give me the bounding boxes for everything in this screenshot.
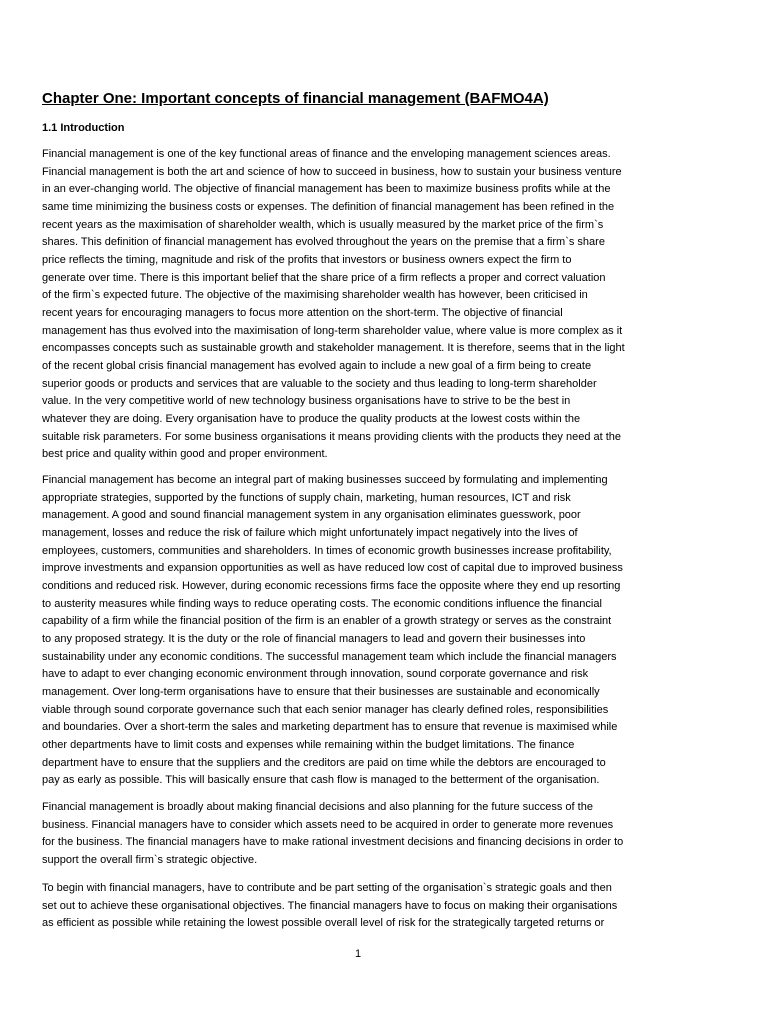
paragraph-line: of the firm`s expected future. The objective of the maximising shareholder wealth has however, been criticised in [42, 289, 588, 302]
paragraph-line: pay as early as possible. This will basically ensure that cash flow is managed to the betterment of the organisation. [42, 774, 600, 787]
paragraph [42, 799, 742, 870]
paragraph-line: management, losses and reduce the risk of failure which might unfortunately impact negatively into the lives of [42, 526, 578, 539]
paragraph-line: sustainability under any economic conditions. The successful management team which include the financial managers [42, 650, 617, 663]
paragraph-line: management. Over long-term organisations have to ensure that their businesses are sustainable and economically [42, 685, 600, 698]
paragraph-line: Financial management is both the art and science of how to succeed in business, how to sustain your business venture [42, 165, 622, 178]
paragraph-line: improve investments and expansion opportunities as well as have reduced low cost of capital due to improved business [42, 562, 623, 575]
paragraph-line: shares. This definition of financial management has evolved throughout the years on the premise that a firm`s share [42, 236, 605, 249]
paragraph-line: Financial management has become an integral part of making businesses succeed by formulating and implementing [42, 474, 608, 486]
paragraph-line: department have to ensure that the suppliers and the creditors are paid on time while the debtors are encouraged to [42, 756, 606, 769]
paragraph-line: employees, customers, communities and shareholders. In times of economic growth businesses increase profitability, [42, 544, 612, 557]
paragraph-line: and boundaries. Over a short-term the sales and marketing department has to ensure that revenue is maximised while [42, 721, 618, 734]
chapter-title: Chapter One: Important concepts of financial management (BAFMO4A) [42, 90, 549, 107]
paragraph-line: encompasses concepts such as sustainable growth and stakeholder management. It is therefore, seems that in the light [42, 342, 625, 355]
paragraph-line: of the recent global crisis financial management has evolved again to include a new goal of a firm being to create [42, 359, 592, 372]
paragraph [42, 146, 742, 464]
paragraph-line: superior goods or products and services that are valuable to the society and thus leading to long-term shareholder [42, 377, 597, 390]
paragraph-line: management. A good and sound financial management system in any organisation eliminates guesswork, poor [42, 509, 581, 522]
paragraph-line: Financial management is broadly about making financial decisions and also planning for the future success of the [42, 801, 593, 813]
paragraph-line: generate over time. There is this important belief that the share price of a firm reflects a proper and correct valuation [42, 271, 606, 284]
paragraph-line: in an ever-changing world. The objective of financial management has been to maximize business profits while at the [42, 183, 611, 196]
paragraph-line: same time minimizing the business costs or expenses. The definition of financial management has been refined in the [42, 200, 615, 213]
paragraph-line: have to adapt to ever changing economic environment through innovation, sound corporate governance and risk [42, 668, 589, 681]
paragraph-line: whatever they are doing. Every organisation have to produce the quality products at the lowest costs within the [42, 412, 581, 425]
paragraph-line: for the business. The financial managers have to make rational investment decisions and financing decisions in order to [42, 836, 624, 849]
paragraph-line: Financial management is one of the key functional areas of finance and the enveloping management sciences areas. [42, 148, 611, 160]
paragraph-line: viable through sound corporate governance such that each senior manager has clearly defined roles, responsibilities [42, 703, 609, 716]
paragraph [42, 880, 742, 933]
paragraph-line: to austerity measures while finding ways to reduce operating costs. The economic conditions influence the financial [42, 597, 602, 610]
paragraph-line: business. Financial managers have to consider which assets need to be acquired in order to generate more revenues [42, 818, 614, 831]
page-number: 1 [354, 948, 362, 960]
paragraph-line: other departments have to limit costs and expenses while remaining within the budget limitations. The finance [42, 738, 575, 751]
paragraph-line: appropriate strategies, supported by the functions of supply chain, marketing, human resources, ICT and risk [42, 491, 571, 504]
paragraph-line: recent years for encouraging managers to focus more attention on the short-term. The objective of financial [42, 306, 563, 319]
paragraph [42, 472, 742, 790]
paragraph-line: to any proposed strategy. It is the duty or the role of financial managers to lead and govern their businesses into [42, 632, 586, 645]
paragraph-line: best price and quality within good and proper environment. [42, 448, 328, 461]
paragraph-line: recent years as the maximisation of shareholder wealth, which is usually measured by the market price of the firm`s [42, 218, 604, 231]
paragraph-line: conditions and reduced risk. However, during economic recessions firms face the opposite where they end up resorting [42, 579, 621, 592]
paragraph-line: capability of a firm while the financial position of the firm is an enabler of a growth strategy or serves as the constraint [42, 615, 612, 628]
paragraph-line: price reflects the timing, magnitude and risk of the profits that investors or business owners expect the firm to [42, 253, 572, 266]
paragraph-line: suitable risk parameters. For some business organisations it means providing clients with the products they need at the [42, 430, 622, 443]
paragraph-line: To begin with financial managers, have to contribute and be part setting of the organisation`s strategic goals and then [42, 882, 612, 894]
paragraph-line: management has thus evolved into the maximisation of long-term shareholder value, where value is more complex as it [42, 324, 623, 337]
section-heading: 1.1 Introduction [42, 122, 125, 134]
paragraph-line: support the overall firm`s strategic objective. [42, 853, 258, 866]
paragraph-line: set out to achieve these organisational objectives. The financial managers have to focus on making their organisations [42, 899, 618, 912]
paragraph-line: value. In the very competitive world of new technology business organisations have to strive to be the best in [42, 395, 571, 408]
paragraph-line: as efficient as possible while retaining the lowest possible overall level of risk for the strategically targeted returns or [42, 917, 605, 930]
